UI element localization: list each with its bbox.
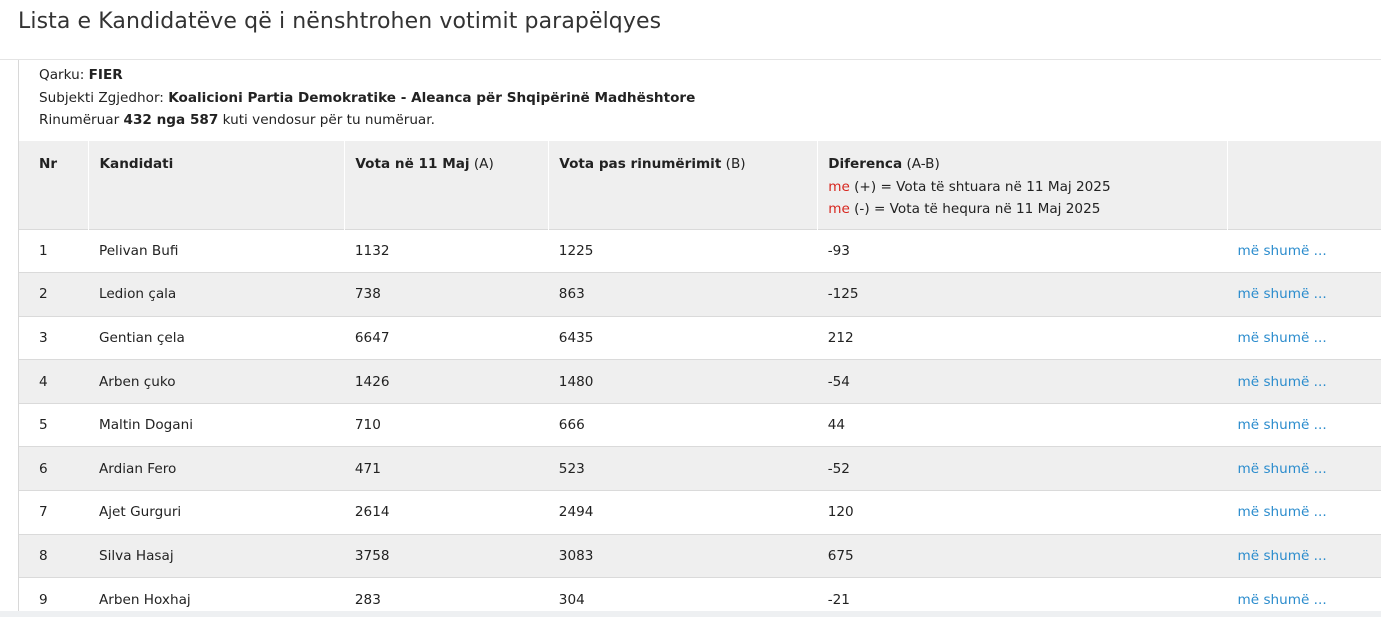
header-vota-b: Vota pas rinumërimit (B) (549, 141, 818, 229)
cell-vota-b: 1225 (549, 229, 818, 273)
legend-minus: me (-) = Vota të hequra në 11 Maj 2025 (828, 201, 1101, 218)
table-row (19, 534, 1381, 578)
page-header (0, 0, 1381, 60)
cell-kandidati: Arben Hoxhaj (89, 578, 345, 611)
cell-vota-b: 523 (549, 447, 818, 491)
cell-kandidati: Pelivan Bufi (89, 229, 345, 273)
cell-more (1228, 534, 1381, 578)
recount-value: 432 nga 587 (123, 112, 219, 129)
cell-kandidati: Ajet Gurguri (89, 491, 345, 535)
cell-diferenca: -54 (818, 360, 1228, 404)
cell-nr: 3 (19, 316, 89, 360)
cell-more (1228, 229, 1381, 273)
horizontal-scrollbar-track[interactable] (0, 611, 1381, 617)
cell-diferenca: 44 (818, 403, 1228, 447)
more-link[interactable]: më shumë ... (1237, 504, 1327, 521)
cell-more (1228, 360, 1381, 404)
cell-vota-b: 2494 (549, 491, 818, 535)
cell-nr: 6 (19, 447, 89, 491)
legend-plus: me (+) = Vota të shtuara në 11 Maj 2025 (828, 178, 1111, 195)
more-link[interactable]: më shumë ... (1237, 460, 1327, 477)
cell-vota-b: 863 (549, 273, 818, 317)
qarku-line (39, 64, 1381, 87)
cell-more (1228, 273, 1381, 317)
cell-more (1228, 316, 1381, 360)
more-link[interactable]: më shumë ... (1237, 591, 1327, 608)
more-link[interactable]: më shumë ... (1237, 417, 1327, 434)
table-row (19, 403, 1381, 447)
cell-nr: 7 (19, 491, 89, 535)
cell-vota-a: 738 (345, 273, 549, 317)
cell-kandidati: Arben çuko (89, 360, 345, 404)
cell-vota-a: 283 (345, 578, 549, 611)
cell-more (1228, 491, 1381, 535)
cell-diferenca: 120 (818, 491, 1228, 535)
subjekti-value: Koalicioni Partia Demokratike - Aleanca për Shqipërinë Madhështore (168, 89, 696, 106)
table-row (19, 229, 1381, 273)
more-link[interactable]: më shumë ... (1237, 286, 1327, 303)
more-link[interactable]: më shumë ... (1237, 242, 1327, 259)
more-link[interactable]: më shumë ... (1237, 373, 1327, 390)
table-row (19, 578, 1381, 611)
cell-diferenca: -125 (818, 273, 1228, 317)
header-diferenca: Diferenca (A-B) me (+) = Vota të shtuara në 11 Maj 2025 me (-) = Vota të hequra në 11 Maj 2025 (818, 141, 1228, 229)
cell-vota-b: 3083 (549, 534, 818, 578)
cell-vota-a: 1426 (345, 360, 549, 404)
cell-vota-a: 471 (345, 447, 549, 491)
table-row (19, 273, 1381, 317)
cell-vota-b: 666 (549, 403, 818, 447)
cell-more (1228, 447, 1381, 491)
header-vota-a: Vota në 11 Maj (A) (345, 141, 549, 229)
recount-line (39, 109, 1381, 132)
table-row (19, 360, 1381, 404)
cell-nr: 4 (19, 360, 89, 404)
table-row (19, 491, 1381, 535)
cell-vota-a: 1132 (345, 229, 549, 273)
cell-more (1228, 403, 1381, 447)
qarku-value: FIER (88, 67, 123, 83)
recount-prefix: Rinumëruar (39, 112, 124, 129)
cell-kandidati: Silva Hasaj (89, 534, 345, 578)
cell-vota-a: 710 (345, 403, 549, 447)
table-row (19, 316, 1381, 360)
cell-vota-a: 3758 (345, 534, 549, 578)
subjekti-line (39, 87, 1381, 110)
recount-suffix: kuti vendosur për tu numëruar. (218, 112, 435, 129)
cell-kandidati: Gentian çela (89, 316, 345, 360)
cell-more (1228, 578, 1381, 611)
results-panel (18, 60, 1381, 611)
more-link[interactable]: më shumë ... (1237, 547, 1327, 564)
cell-nr: 2 (19, 273, 89, 317)
cell-kandidati: Maltin Dogani (89, 403, 345, 447)
header-nr: Nr (19, 141, 89, 229)
header-kandidati: Kandidati (89, 141, 345, 229)
cell-vota-a: 6647 (345, 316, 549, 360)
cell-nr: 8 (19, 534, 89, 578)
cell-nr: 9 (19, 578, 89, 611)
table-body (19, 229, 1381, 611)
qarku-label: Qarku: (39, 67, 89, 83)
cell-diferenca: 212 (818, 316, 1228, 360)
table-header-row (19, 141, 1381, 229)
cell-vota-a: 2614 (345, 491, 549, 535)
page-title: Lista e Kandidatëve që i nënshtrohen votimit parapëlqyes (18, 9, 662, 34)
cell-vota-b: 1480 (549, 360, 818, 404)
cell-diferenca: -52 (818, 447, 1228, 491)
cell-diferenca: 675 (818, 534, 1228, 578)
cell-vota-b: 304 (549, 578, 818, 611)
candidates-table (19, 141, 1381, 611)
cell-kandidati: Ardian Fero (89, 447, 345, 491)
cell-diferenca: -93 (818, 229, 1228, 273)
table-row (19, 447, 1381, 491)
subjekti-label: Subjekti Zgjedhor: (39, 89, 169, 106)
cell-diferenca: -21 (818, 578, 1228, 611)
cell-nr: 5 (19, 403, 89, 447)
cell-vota-b: 6435 (549, 316, 818, 360)
cell-nr: 1 (19, 229, 89, 273)
more-link[interactable]: më shumë ... (1237, 329, 1327, 346)
header-actions (1228, 141, 1381, 229)
info-block (19, 60, 1381, 141)
cell-kandidati: Ledion çala (89, 273, 345, 317)
